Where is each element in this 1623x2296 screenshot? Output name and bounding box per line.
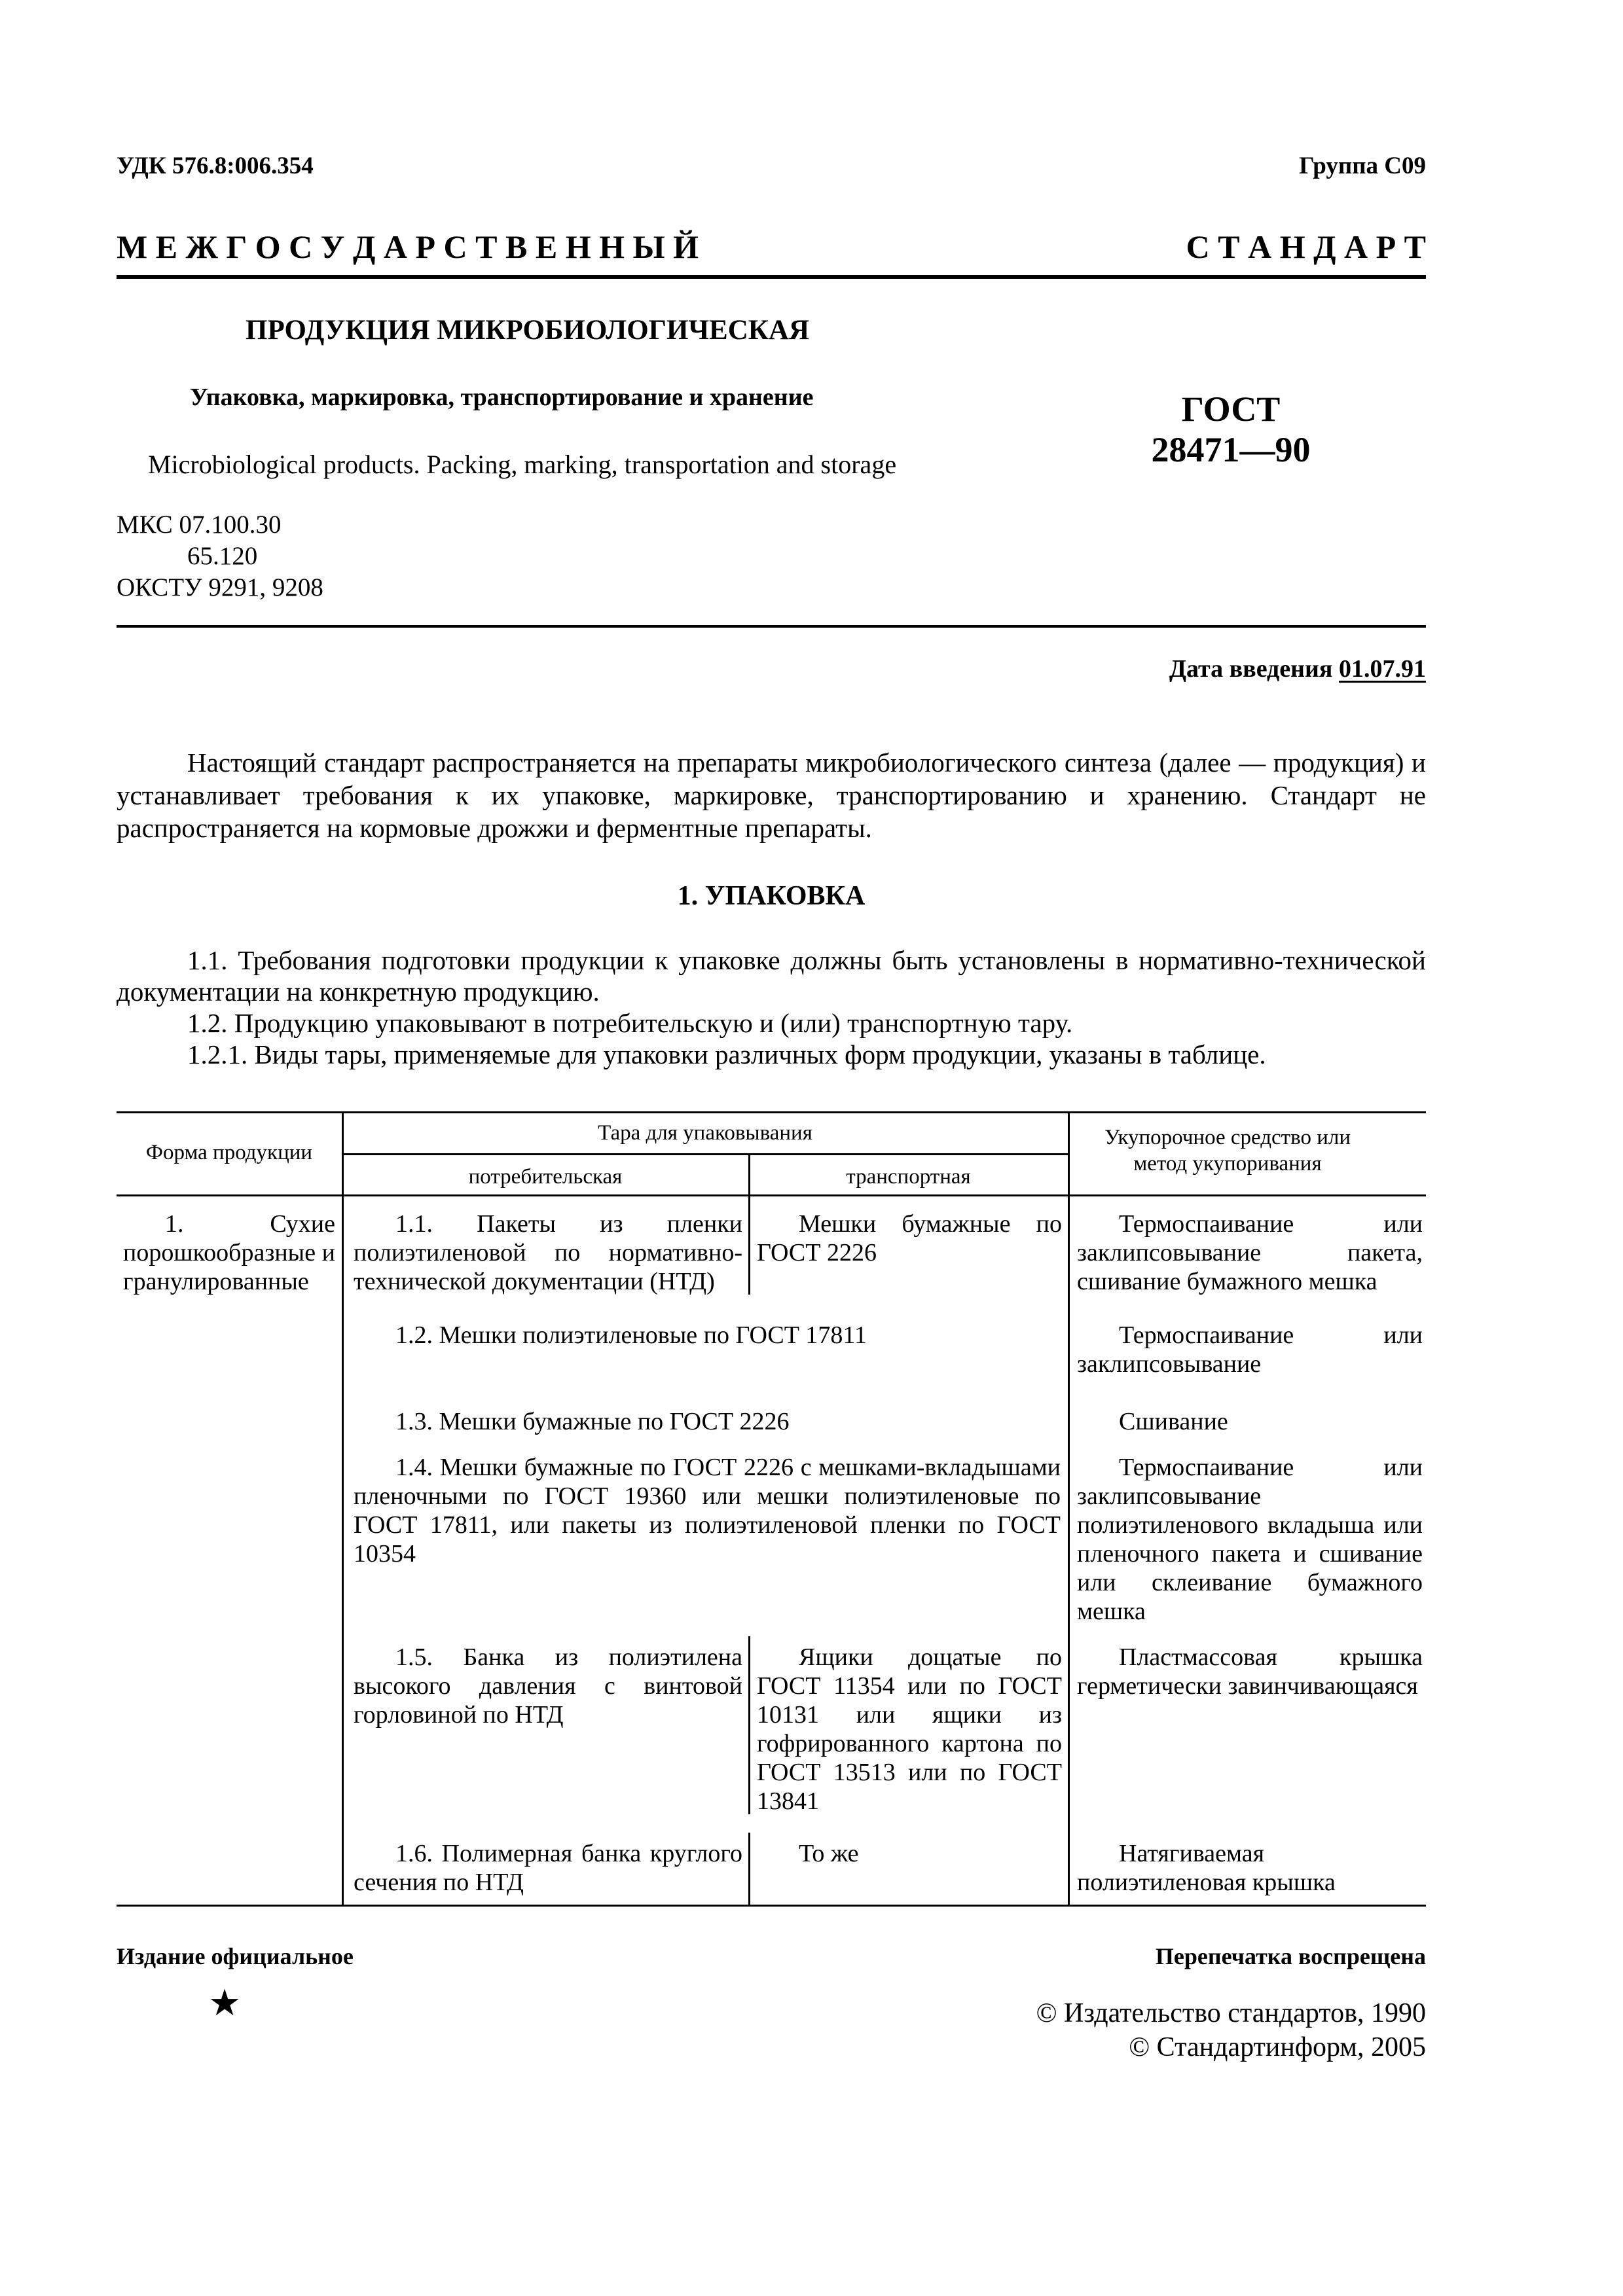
date-label: Дата введения xyxy=(1169,655,1333,683)
okstu-line: ОКСТУ 9291, 9208 xyxy=(117,573,323,601)
reprint-prohibited: Перепечатка воспрещена xyxy=(1155,1943,1426,1969)
table-header-mid-rule xyxy=(342,1153,1070,1155)
row-2-closure: Термоспаивание или заклипсовывание xyxy=(1077,1321,1423,1378)
table-body-vline-closure xyxy=(1068,1196,1070,1905)
document-title: ПРОДУКЦИЯ МИКРОБИОЛОГИЧЕСКАЯ xyxy=(246,315,810,346)
intro-paragraph xyxy=(117,746,1426,844)
row-4-closure: Термоспаивание или заклипсовывание полиэтиленового вкладыша или пленочного пакета и сшивание или склеивание бумажного мешка xyxy=(1077,1454,1423,1625)
row-3-packaging: 1.3. Мешки бумажные по ГОСТ 2226 xyxy=(395,1408,790,1435)
row-6-closure: Натягиваемая полиэтиленовая крышка xyxy=(1077,1840,1336,1896)
header-form: Форма продукции xyxy=(145,1141,313,1164)
banner-word-2: С Т А Н Д А Р Т xyxy=(1186,228,1426,265)
group-code: Группа С09 xyxy=(1299,152,1426,179)
paragraph-1-1: 1.1. Требования подготовки продукции к упаковке должны быть установлены в нормативно-технической документации на конкретную продукцию. xyxy=(117,945,1426,1007)
intro-text: Настоящий стандарт распространяется на препараты микробиологического синтеза (далее — продукция) и устанавливает требования к их упаковке, маркировке, транспортированию и хранению. Стандарт не распространяется на кормовые дрожжи и ферментные препараты. xyxy=(117,747,1426,843)
row-2-packaging: 1.2. Мешки полиэтиленовые по ГОСТ 17811 xyxy=(395,1321,867,1349)
star-icon: ★ xyxy=(208,1983,242,2024)
row-4-packaging: 1.4. Мешки бумажные по ГОСТ 2226 с мешками-вкладышами пленочными по ГОСТ 19360 или мешки полиэтиленовые по ГОСТ 17811, или пакеты из полиэтиленовой пленки по ГОСТ 10354 xyxy=(354,1454,1061,1568)
row-3-closure: Сшивание xyxy=(1119,1408,1228,1435)
table-vline-header-split xyxy=(748,1154,750,1194)
table-body-vline-row5 xyxy=(748,1636,750,1814)
row-5-closure: Пластмассовая крышка герметически завинчивающаяся xyxy=(1077,1643,1423,1700)
standard-banner xyxy=(117,228,1426,266)
row-1-closure: Термоспаивание или заклипсовывание пакета, сшивание бумажного мешка xyxy=(1077,1210,1423,1295)
row-1-consumer: 1.1. Пакеты из пленки полиэтиленовой по нормативно-технической документации (НТД) xyxy=(354,1210,742,1295)
table-top-rule xyxy=(117,1111,1426,1113)
paragraph-1-2: 1.2. Продукцию упаковывают в потребительскую и (или) транспортную тару. xyxy=(187,1008,1073,1038)
paragraph-1-2-1: 1.2.1. Виды тары, применяемые для упаковки различных форм продукции, указаны в таблице. xyxy=(187,1039,1266,1069)
table-body-vline-form xyxy=(342,1196,344,1905)
english-title: Microbiological products. Packing, marking, transportation and storage xyxy=(148,450,897,479)
official-edition: Издание официальное xyxy=(117,1943,354,1969)
banner-word-1: М Е Ж Г О С У Д А Р С Т В Е Н Н Ы Й xyxy=(117,228,699,265)
row-5-consumer: 1.5. Банка из полиэтилена высокого давления с винтовой горловиной по НТД xyxy=(354,1643,742,1729)
table-bottom-rule xyxy=(117,1905,1426,1907)
header-consumer: потребительская xyxy=(468,1165,623,1189)
table-body-vline-row1 xyxy=(748,1196,750,1295)
mks-line-1: МКС 07.100.30 xyxy=(117,511,282,539)
copyright-line-2: © Стандартинформ, 2005 xyxy=(1129,2032,1426,2062)
section-title: 1. УПАКОВКА xyxy=(677,881,866,911)
table-body-vline-row6 xyxy=(748,1833,750,1905)
introduction-date xyxy=(1169,655,1426,683)
section-paragraphs xyxy=(117,944,1426,1070)
document-subtitle: Упаковка, маркировка, транспортирование и хранение xyxy=(190,384,814,411)
copyright-line-1: © Издательство стандартов, 1990 xyxy=(1036,1998,1426,2028)
copyright-block xyxy=(1036,1996,1426,2064)
udk-code: УДК 576.8:006.354 xyxy=(117,152,314,179)
table-header-bottom-rule xyxy=(117,1194,1426,1196)
form-cell: 1. Сухие порошкообразные и гранулированные xyxy=(123,1210,335,1295)
header-transport: транспортная xyxy=(846,1165,971,1189)
header-closure: Укупорочное средство или метод укупоривания xyxy=(1104,1126,1351,1175)
mks-line-2: 65.120 xyxy=(187,542,258,570)
row-5-transport: Ящики дощатые по ГОСТ 11354 или по ГОСТ 10131 или ящики из гофрированного картона по ГОСТ 13513 или по ГОСТ 13841 xyxy=(757,1643,1062,1815)
row-6-consumer: 1.6. Полимерная банка круглого сечения по НТД xyxy=(354,1840,742,1896)
gost-designation xyxy=(1113,389,1349,470)
header-tara: Тара для упаковывания xyxy=(598,1121,812,1145)
row-6-transport: То же xyxy=(799,1840,859,1867)
gost-number: 28471—90 xyxy=(1151,430,1311,469)
gost-label: ГОСТ xyxy=(1181,389,1281,429)
date-value: 01.07.91 xyxy=(1339,655,1426,683)
header-rule xyxy=(117,275,1426,279)
row-1-transport: Мешки бумажные по ГОСТ 2226 xyxy=(757,1210,1062,1266)
classification-codes xyxy=(117,509,323,603)
classification-rule xyxy=(117,625,1426,628)
